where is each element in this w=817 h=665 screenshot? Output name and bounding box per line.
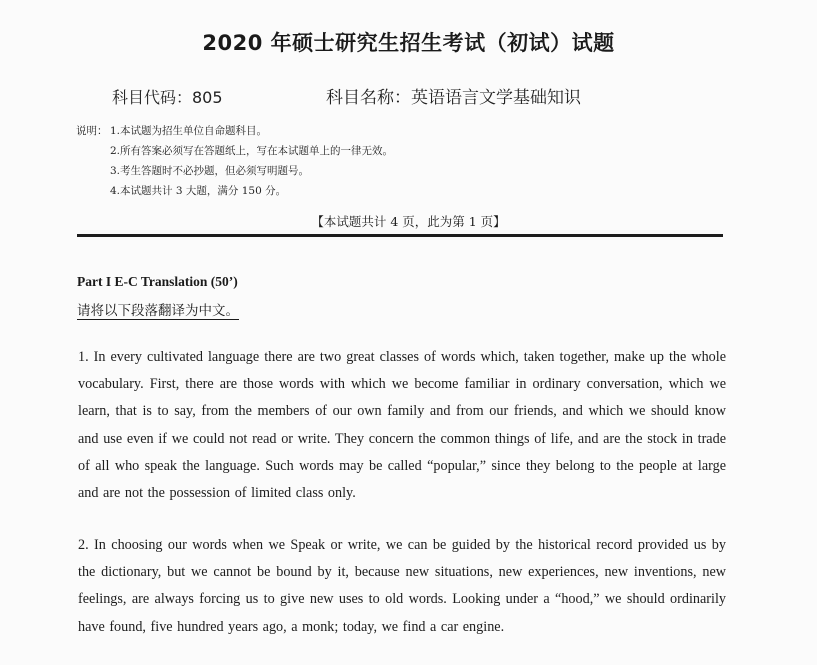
subject-code: 科目代码：805 [112, 88, 223, 107]
page-indicator: 【本试题共计 4 页，此为第 1 页】 [311, 214, 506, 229]
part-heading: Part I E-C Translation (50’) [77, 274, 238, 289]
instruction-item: 1.本试题为招生单位自命题科目。 [110, 125, 268, 137]
part-instruction: 请将以下段落翻译为中文。 [77, 303, 239, 319]
instruction-item: 2.所有答案必须写在答题纸上，写在本试题单上的一律无效。 [110, 145, 394, 157]
subject-name: 科目名称：英语语言文学基础知识 [326, 88, 581, 108]
divider-rule [77, 234, 723, 237]
instruction-item: 3.考生答题时不必抄题，但必须写明题号。 [110, 165, 310, 177]
instructions-label: 说明： [76, 125, 108, 137]
passage-paragraph: 2. In choosing our words when we Speak or write, we can be guided by the historical record provided us by the dictionary, but we cannot be bound by it, because new situations, new experiences, new inventions, new feelings, are always forcing us to give new uses to old words. Looking under a “hood,” we should ordinarily have found, five hundred years ago, a monk; today, we find a car engine. [78, 537, 726, 635]
instruction-item: 4.本试题共计 3 大题，满分 150 分。 [110, 185, 287, 197]
passage-paragraph: 1. In every cultivated language there are two great classes of words which, taken together, make up the whole vocabulary. First, there are those words with which we become familiar in ordinary conversation, which we learn, that is to say, from the members of our own family and from our friends, and which we should know and use even if we could not read or write. They concern the common things of life, and are the stock in trade of all who speak the language. Such words may be called “popular,” since they belong to the people at large and are not the possession of limited class only. [78, 349, 726, 502]
exam-title: 2020 年硕士研究生招生考试（初试）试题 [202, 31, 615, 55]
